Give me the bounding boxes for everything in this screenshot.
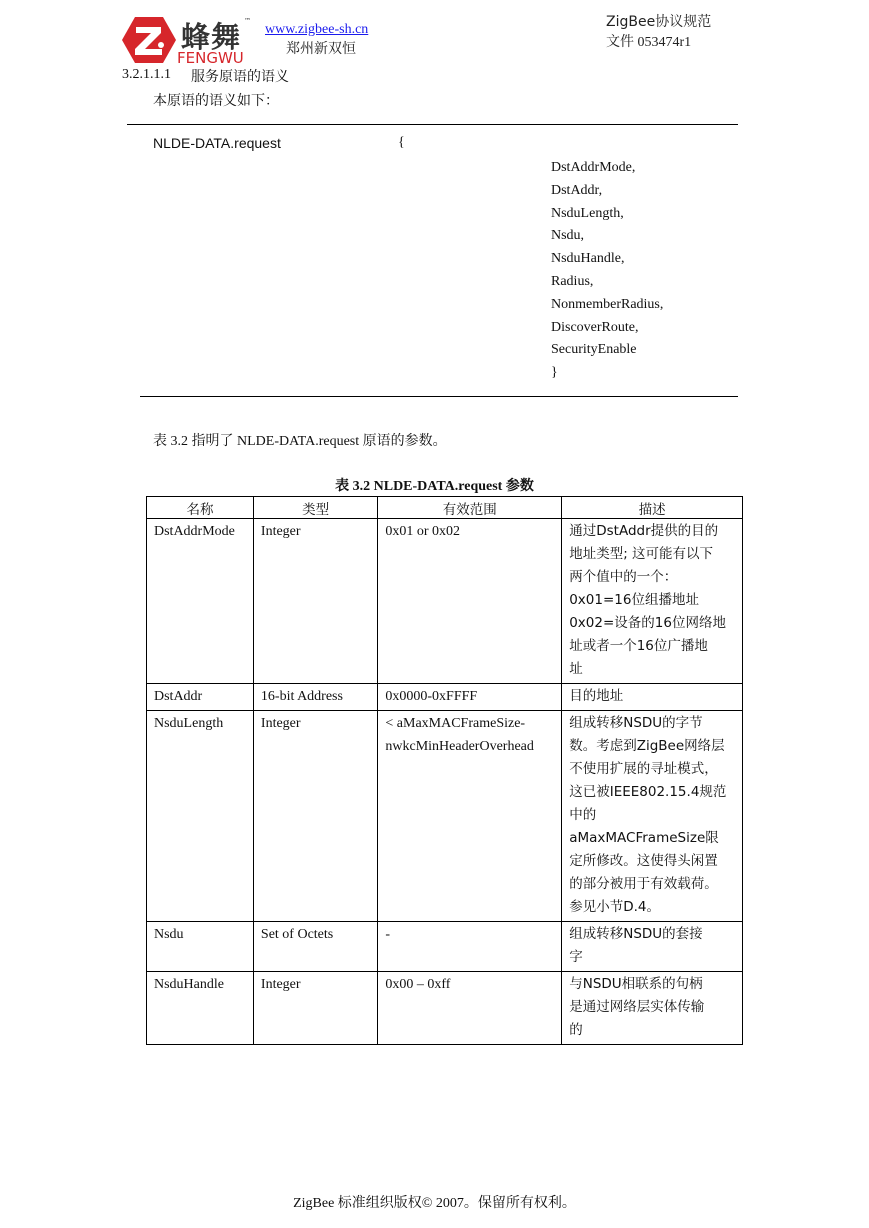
parameter-item: Radius, <box>551 273 594 289</box>
table-row <box>147 519 743 684</box>
syntax-bottom-rule <box>140 396 738 397</box>
cell-description <box>562 922 743 972</box>
cell-description <box>562 711 743 922</box>
document-title: ZigBee协议规范 <box>606 14 712 30</box>
description-line: 两个值中的一个： <box>569 569 678 585</box>
description-line: 的 <box>569 1022 583 1038</box>
table-caption: 表 3.2 NLDE-DATA.request 参数 <box>335 479 534 494</box>
website-link[interactable]: www.zigbee-sh.cn <box>265 22 369 37</box>
table-header-row <box>147 497 743 519</box>
fengwu-logo <box>121 15 256 67</box>
cell-type: Integer <box>253 711 377 922</box>
description-line: 定所修改。这使得头闲置 <box>569 853 718 869</box>
open-brace: { <box>398 135 405 150</box>
parameters-table <box>146 496 743 1045</box>
range-line: < aMaxMACFrameSize- <box>385 716 526 731</box>
zigbee-logo-icon <box>121 15 177 65</box>
logo-trademark: ™ <box>244 17 251 25</box>
logo-english-text: FENGWU <box>177 49 244 67</box>
table-row <box>147 684 743 711</box>
description-line: 0x02=设备的16位网络地 <box>569 615 726 631</box>
description-line: 字 <box>569 949 583 965</box>
intro-paragraph: 本原语的语义如下： <box>153 94 279 109</box>
parameter-list <box>551 157 663 385</box>
table-reference-text: 表 3.2 指明了 NLDE-DATA.request 原语的参数。 <box>153 434 447 449</box>
range-line: 0x0000-0xFFFF <box>385 689 478 704</box>
description-line: 这已被IEEE802.15.4规范 <box>569 784 727 800</box>
description-line: 址或者一个16位广播地 <box>569 638 708 654</box>
cell-range <box>378 922 562 972</box>
cell-range <box>378 684 562 711</box>
header-type: 类型 <box>253 497 377 519</box>
parameter-item: Nsdu, <box>551 228 585 244</box>
cell-range <box>378 711 562 922</box>
cell-description <box>562 519 743 684</box>
table-body <box>147 519 743 1045</box>
description-line: 0x01=16位组播地址 <box>569 592 699 608</box>
cell-type: 16-bit Address <box>253 684 377 711</box>
cell-type: Integer <box>253 519 377 684</box>
cell-type: Integer <box>253 972 377 1045</box>
description-line: 是通过网络层实体传输 <box>569 999 705 1015</box>
cell-description <box>562 684 743 711</box>
table-row <box>147 972 743 1045</box>
cell-name: Nsdu <box>147 922 254 972</box>
cell-name: NsduLength <box>147 711 254 922</box>
parameter-item: DstAddr, <box>551 182 603 198</box>
header-name: 名称 <box>147 497 254 519</box>
cell-range <box>378 972 562 1045</box>
description-line: 址 <box>569 661 583 677</box>
description-line: 地址类型; 这可能有以下 <box>569 546 714 562</box>
section-number: 3.2.1.1.1 <box>122 67 171 82</box>
description-line: 不使用扩展的寻址模式， <box>569 761 718 777</box>
table-row <box>147 711 743 922</box>
syntax-top-rule <box>127 124 738 125</box>
header-range: 有效范围 <box>378 497 562 519</box>
logo-chinese-text: 蜂舞 <box>181 20 242 54</box>
company-name: 郑州新双恒 <box>286 42 356 57</box>
parameter-item: NsduHandle, <box>551 251 625 267</box>
cell-type: Set of Octets <box>253 922 377 972</box>
parameter-item: NsduLength, <box>551 205 624 221</box>
description-line: 目的地址 <box>569 688 624 704</box>
cell-name: NsduHandle <box>147 972 254 1045</box>
description-line: aMaxMACFrameSize限 <box>569 830 719 846</box>
parameter-item: DiscoverRoute, <box>551 319 639 335</box>
description-line: 组成转移NSDU的套接 <box>569 926 703 942</box>
section-title: 服务原语的语义 <box>191 69 289 85</box>
close-brace: } <box>551 365 558 381</box>
description-line: 中的 <box>569 807 597 823</box>
cell-name: DstAddrMode <box>147 519 254 684</box>
description-line: 与NSDU相联系的句柄 <box>569 976 703 992</box>
parameter-item: SecurityEnable <box>551 342 637 358</box>
header-description: 描述 <box>562 497 743 519</box>
cell-description <box>562 972 743 1045</box>
copyright-footer: ZigBee 标准组织版权© 2007。保留所有权利。 <box>293 1196 576 1211</box>
parameter-item: NonmemberRadius, <box>551 296 664 312</box>
cell-range <box>378 519 562 684</box>
table-row <box>147 922 743 972</box>
cell-name: DstAddr <box>147 684 254 711</box>
description-line: 组成转移NSDU的字节 <box>569 715 703 731</box>
parameter-item: DstAddrMode, <box>551 160 636 175</box>
range-line: 0x01 or 0x02 <box>385 524 461 539</box>
range-line: - <box>385 927 391 942</box>
description-line: 数。考虑到ZigBee网络层 <box>569 738 725 754</box>
description-line: 通过DstAddr提供的目的 <box>569 523 719 539</box>
range-line: nwkcMinHeaderOverhead <box>385 739 534 754</box>
document-file-number: 文件 053474r1 <box>606 35 692 50</box>
description-line: 参见小节D.4。 <box>569 899 660 915</box>
primitive-name: NLDE-DATA.request <box>153 135 281 151</box>
description-line: 的部分被用于有效载荷。 <box>569 876 718 892</box>
range-line: 0x00 – 0xff <box>385 977 451 992</box>
